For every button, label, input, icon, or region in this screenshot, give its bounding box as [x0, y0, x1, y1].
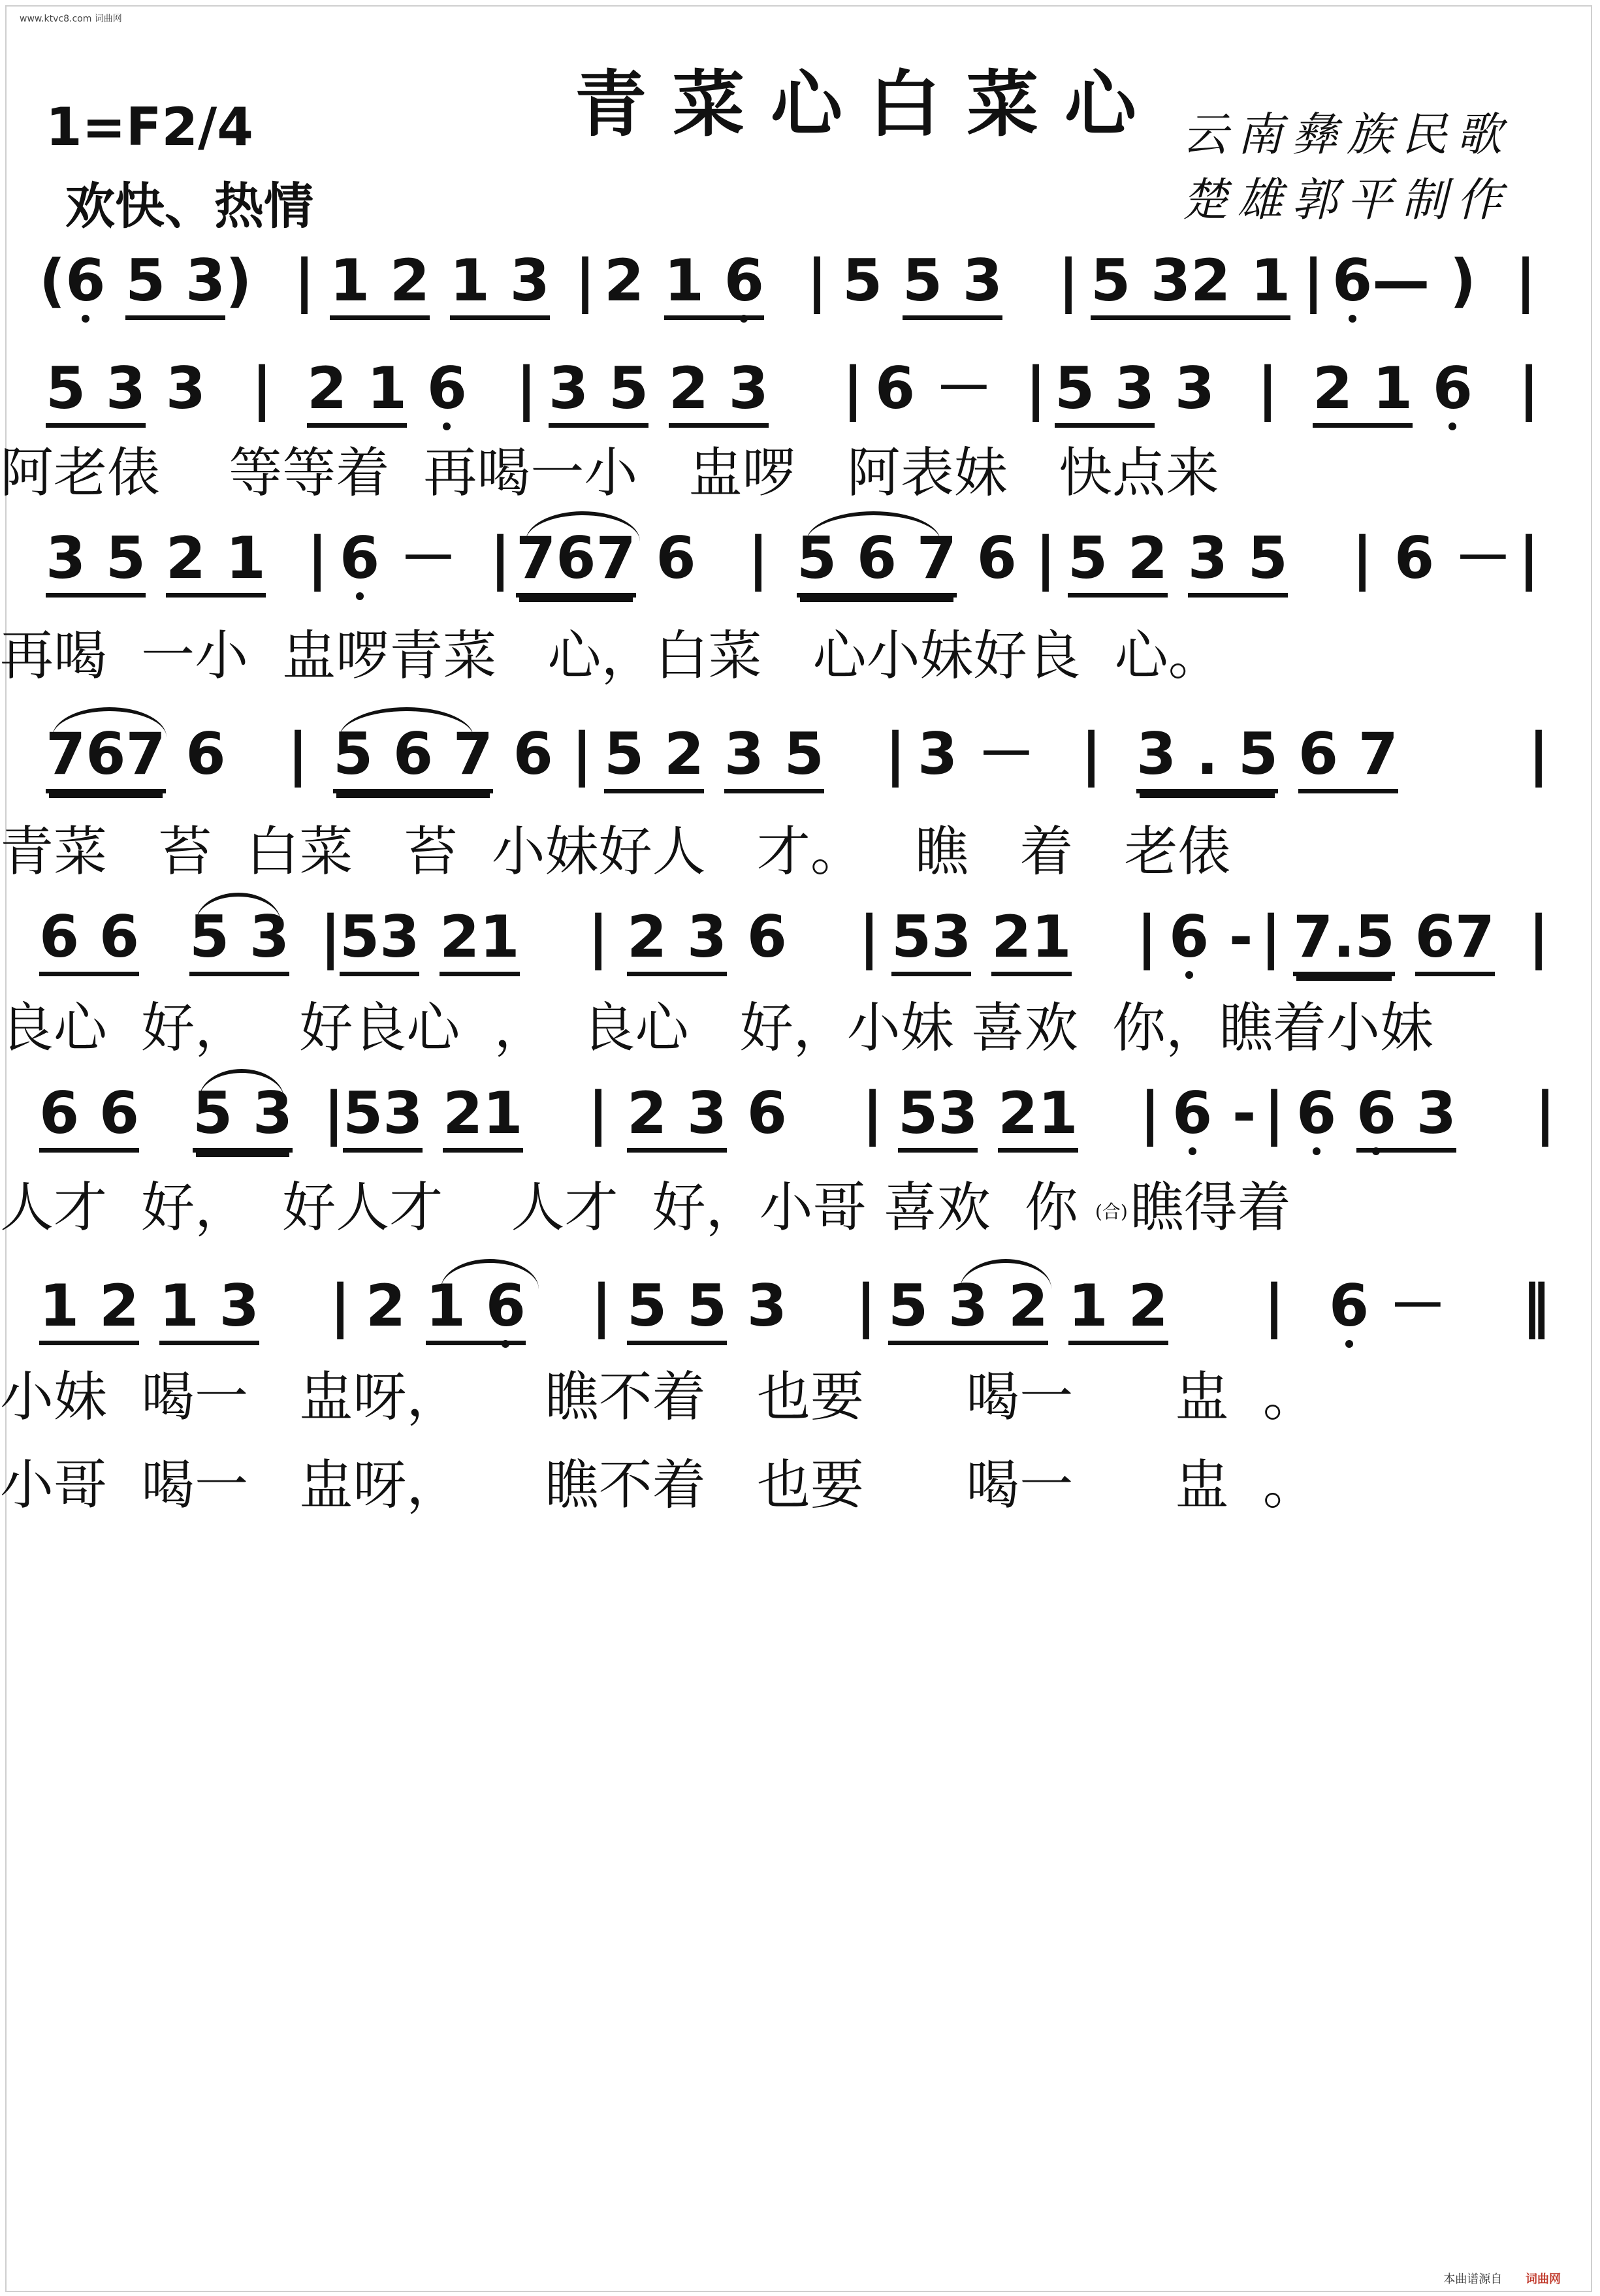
lyrics-row-2: 阿老俵 等等着 再喝一小 盅啰 阿表妹 快点来 — [0, 442, 1219, 504]
barline: | — [516, 355, 537, 422]
barline: | — [1035, 524, 1057, 592]
end-double-barline: ‖ — [1522, 1272, 1550, 1339]
barline: | — [1264, 1272, 1285, 1339]
barline: | — [748, 524, 769, 592]
footer-source-note: 本曲谱源自 — [1443, 2272, 1503, 2286]
note-group: 5 32 1 — [1091, 248, 1290, 313]
note-group: 5 2 3 5 — [1068, 526, 1288, 591]
barline: | — [1081, 720, 1102, 788]
note-group: 2 3 6 — [627, 904, 787, 970]
barline: | — [1535, 1079, 1556, 1147]
note-group: 5 5 3 — [627, 1273, 787, 1339]
barline: | — [307, 524, 328, 592]
barline: | — [842, 355, 864, 422]
notation-row-6 — [0, 1081, 1600, 1179]
note-group: 6 - — [1172, 1079, 1256, 1147]
lyrics-row-5: 良心 好， 好良心 ， 良心 好，小妹 喜欢 你，瞧着小妹 — [0, 997, 1433, 1059]
barline: | — [1264, 1079, 1285, 1147]
note-group: 767 6 — [516, 526, 696, 591]
note-group: 5 5 3 — [842, 248, 1002, 313]
note-group: 2 1 6 — [604, 248, 764, 313]
note-group: 6 - — [1169, 903, 1253, 970]
note-group: 5 3 3 — [46, 356, 206, 421]
lyrics-row-6 — [0, 1175, 1600, 1245]
barline: | — [885, 720, 906, 788]
barline: | — [1025, 355, 1047, 422]
note-group: 3 . 5 6 7 — [1136, 722, 1398, 787]
note-group: 53 21 — [340, 904, 520, 970]
note-group: 1 2 1 3 — [330, 248, 550, 313]
barline: | — [571, 720, 593, 788]
note-group: 767 6 — [46, 722, 226, 787]
barline: | — [251, 355, 273, 422]
barline: | — [1058, 247, 1080, 314]
barline: | — [1515, 247, 1537, 314]
note-group: 5 2 3 5 — [604, 722, 824, 787]
note-group: 6— ) — [1332, 247, 1477, 314]
lyrics-row-6-tail: 瞧得着 — [1130, 1177, 1291, 1239]
note-group: 5 6 7 6 — [333, 722, 553, 787]
note-group: 6 6 — [39, 904, 139, 970]
note-group: 1 2 1 3 — [39, 1273, 259, 1339]
note-group: 2 3 6 — [627, 1081, 787, 1146]
notation-row-1 — [0, 248, 1600, 346]
notation-row-3 — [0, 526, 1600, 624]
note-group: 5 3 2 1 2 — [888, 1273, 1168, 1339]
note-group: 53 21 — [891, 904, 1072, 970]
barline: | — [490, 524, 511, 592]
note-group: 5 6 7 6 — [797, 526, 1017, 591]
note-group: 6 － — [1394, 524, 1512, 592]
barline: | — [807, 247, 828, 314]
song-title: 青菜心白菜心 — [575, 62, 1162, 146]
barline: | — [320, 903, 342, 970]
barline: | — [330, 1272, 351, 1339]
note-group: 6 － — [340, 524, 457, 592]
barline: | — [323, 1079, 345, 1147]
note-group: 53 21 — [898, 1081, 1078, 1146]
notation-row-5 — [0, 904, 1600, 1002]
barline: | — [856, 1272, 877, 1339]
barline: | — [862, 1079, 884, 1147]
lyrics-row-4: 青菜 苔 白菜 苔 小妹好人 才。 瞧 着 老俵 — [0, 821, 1232, 883]
note-group: 5 3 3 — [1055, 356, 1215, 421]
note-group: 2 1 6 — [307, 356, 467, 421]
note-group: 3 － — [918, 720, 1035, 788]
note-group: 6 6 — [39, 1081, 139, 1146]
lyrics-row-7-verse-2: 小哥 喝一 盅呀， 瞧不着 也要 喝一 盅 。 — [0, 1454, 1317, 1516]
note-group: (6 5 3) — [39, 248, 251, 313]
barline: | — [1352, 524, 1373, 592]
site-header-text: www.ktvc8.com 词曲网 — [20, 14, 122, 24]
note-group: 3 5 2 1 — [46, 526, 266, 591]
chorus-marker: (合) — [1095, 1200, 1128, 1222]
tempo-marking: 欢快、热情 — [65, 177, 313, 235]
barline: | — [1518, 524, 1540, 592]
barline: | — [1257, 355, 1279, 422]
lyrics-row-3: 再喝 一小 盅啰青菜 心，白菜 心小妹好良 心。 — [0, 625, 1222, 687]
barline: | — [1140, 1079, 1161, 1147]
barline: | — [294, 247, 315, 314]
barline: | — [591, 1272, 613, 1339]
barline: | — [575, 247, 596, 314]
note-group: 5 3 — [189, 904, 289, 970]
notation-row-4 — [0, 722, 1600, 820]
barline: | — [1260, 903, 1282, 970]
barline: | — [287, 720, 309, 788]
page-footer — [1443, 2270, 1561, 2287]
barline: | — [1303, 247, 1324, 314]
notation-row-7 — [0, 1273, 1600, 1371]
note-group: 6 6 3 — [1296, 1081, 1456, 1146]
barline: | — [588, 903, 609, 970]
lyrics-row-7-verse-1: 小妹 喝一 盅呀， 瞧不着 也要 喝一 盅 。 — [0, 1366, 1317, 1428]
note-group: 7.5 67 — [1293, 904, 1495, 970]
note-group: 6 － — [875, 355, 993, 422]
barline: | — [1136, 903, 1158, 970]
footer-site-link[interactable]: 词曲网 — [1526, 2272, 1561, 2286]
barline: | — [1518, 355, 1540, 422]
barline: | — [859, 903, 880, 970]
note-group: 2 1 6 — [366, 1273, 526, 1339]
notation-row-2 — [0, 356, 1600, 454]
barline: | — [1528, 720, 1550, 788]
arranger-credit: 楚雄郭平制作 — [1182, 173, 1511, 227]
note-group: 5 3 — [193, 1081, 293, 1146]
lyrics-row-6-text: 人才 好， 好人才 人才 好，小哥 喜欢 你 — [0, 1177, 1078, 1239]
song-origin: 云南彝族民歌 — [1182, 108, 1511, 161]
note-group: 53 21 — [343, 1081, 523, 1146]
barline: | — [588, 1079, 609, 1147]
note-group: 3 5 2 3 — [549, 356, 769, 421]
barline: | — [1528, 903, 1550, 970]
note-group: 6 － — [1329, 1272, 1447, 1339]
key-signature: 1=F2/4 — [46, 97, 253, 157]
note-group: 2 1 6 — [1313, 356, 1473, 421]
